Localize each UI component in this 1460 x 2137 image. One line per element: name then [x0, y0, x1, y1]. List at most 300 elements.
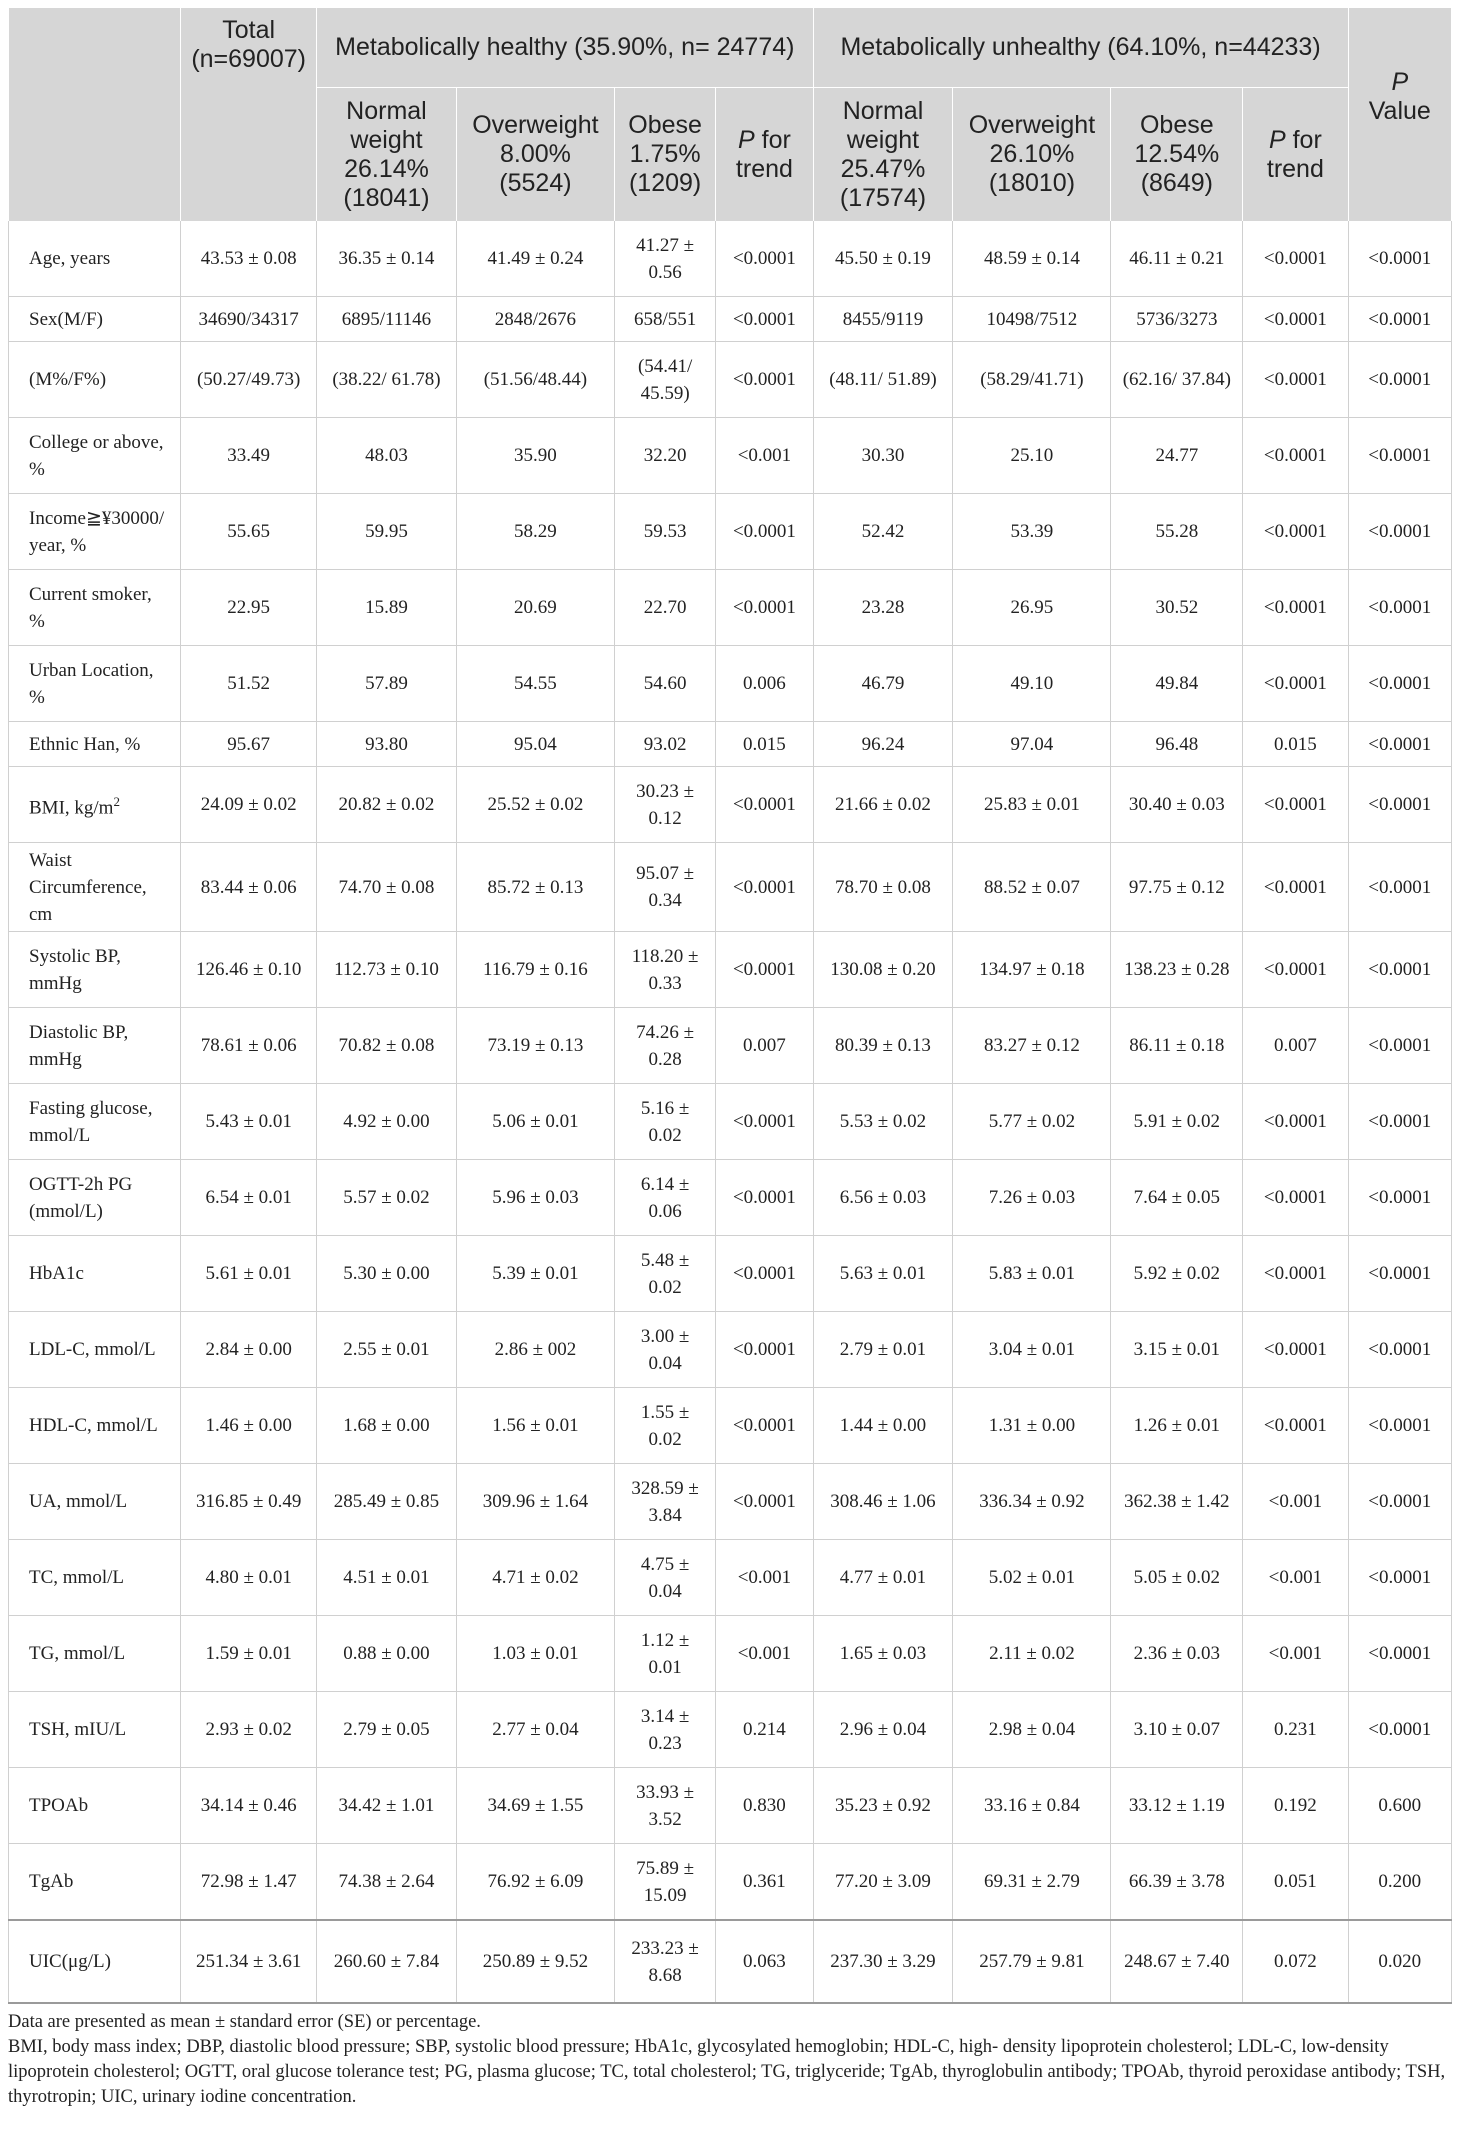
table-cell: 250.89 ± 9.52	[456, 1920, 614, 2003]
table-cell: 1.26 ± 0.01	[1111, 1388, 1243, 1464]
table-cell: <0.0001	[1348, 1008, 1451, 1084]
table-cell: (48.11/ 51.89)	[813, 342, 953, 418]
row-label-text: Income≧¥30000/ year, %	[29, 507, 165, 556]
table-cell: 54.60	[614, 646, 715, 722]
table-cell: <0.0001	[1243, 767, 1348, 843]
table-cell: 5.77 ± 0.02	[953, 1084, 1111, 1160]
table-cell: 0.051	[1243, 1844, 1348, 1921]
table-cell: <0.0001	[716, 843, 813, 932]
table-cell: <0.0001	[1243, 342, 1348, 418]
table-cell: <0.0001	[1243, 494, 1348, 570]
table-cell: 0.231	[1243, 1692, 1348, 1768]
table-cell: 116.79 ± 0.16	[456, 932, 614, 1008]
table-cell: 248.67 ± 7.40	[1111, 1920, 1243, 2003]
row-label-text: College or above, %	[29, 431, 164, 480]
row-label-text: Diastolic BP, mmHg	[29, 1021, 129, 1070]
table-cell: 1.68 ± 0.00	[317, 1388, 457, 1464]
table-container	[8, 8, 1452, 2110]
table-cell: 6.14 ± 0.06	[614, 1160, 715, 1236]
table-cell: (62.16/ 37.84)	[1111, 342, 1243, 418]
table-cell: 316.85 ± 0.49	[181, 1464, 317, 1540]
table-cell: 126.46 ± 0.10	[181, 932, 317, 1008]
table-cell: 5.91 ± 0.02	[1111, 1084, 1243, 1160]
table-cell: <0.0001	[1243, 843, 1348, 932]
table-row	[9, 932, 1452, 1008]
table-cell: 88.52 ± 0.07	[953, 843, 1111, 932]
table-cell: 134.97 ± 0.18	[953, 932, 1111, 1008]
header-mu-p-trend	[1243, 88, 1348, 222]
row-label-text: HDL-C, mmol/L	[29, 1415, 158, 1436]
p-trend-italic: P	[1268, 125, 1286, 154]
table-cell: 55.28	[1111, 494, 1243, 570]
header-p-value	[1348, 8, 1451, 221]
table-cell: 1.56 ± 0.01	[456, 1388, 614, 1464]
table-cell: 93.80	[317, 722, 457, 767]
row-label-text: TgAb	[29, 1871, 74, 1892]
row-label	[9, 722, 181, 767]
table-cell: (38.22/ 61.78)	[317, 342, 457, 418]
table-cell: 15.89	[317, 570, 457, 646]
row-label-text: Ethnic Han, %	[29, 733, 141, 755]
p-trend-rest: for trend	[1266, 125, 1324, 183]
table-cell: 95.07 ± 0.34	[614, 843, 715, 932]
table-cell: 77.20 ± 3.09	[813, 1844, 953, 1921]
table-cell: 34.14 ± 0.46	[181, 1768, 317, 1844]
row-label	[9, 646, 181, 722]
table-cell: <0.0001	[1348, 1084, 1451, 1160]
table-cell: 41.49 ± 0.24	[456, 221, 614, 297]
table-cell: 336.34 ± 0.92	[953, 1464, 1111, 1540]
table-cell: 0.015	[1243, 722, 1348, 767]
table-cell: <0.0001	[1348, 646, 1451, 722]
table-cell: <0.0001	[1243, 1312, 1348, 1388]
table-cell: 21.66 ± 0.02	[813, 767, 953, 843]
table-row	[9, 1008, 1452, 1084]
table-cell: 0.600	[1348, 1768, 1451, 1844]
table-cell: <0.0001	[1348, 722, 1451, 767]
table-cell: 1.46 ± 0.00	[181, 1388, 317, 1464]
row-label	[9, 1920, 181, 2003]
row-label-text: Waist Circumference, cm	[29, 849, 147, 925]
row-label-text: UIC(μg/L)	[29, 1951, 111, 1972]
table-cell: 24.77	[1111, 418, 1243, 494]
table-cell: 0.361	[716, 1844, 813, 1921]
row-label	[9, 1160, 181, 1236]
row-label	[9, 1464, 181, 1540]
table-cell: <0.0001	[1243, 1160, 1348, 1236]
table-row	[9, 1616, 1452, 1692]
table-cell: 22.70	[614, 570, 715, 646]
table-cell: 328.59 ± 3.84	[614, 1464, 715, 1540]
table-cell: 3.10 ± 0.07	[1111, 1692, 1243, 1768]
row-label	[9, 342, 181, 418]
table-cell: <0.0001	[716, 570, 813, 646]
row-label-text: TPOAb	[29, 1795, 89, 1816]
table-cell: 59.95	[317, 494, 457, 570]
table-row	[9, 570, 1452, 646]
table-cell: <0.0001	[1348, 570, 1451, 646]
table-row	[9, 418, 1452, 494]
table-cell: 0.020	[1348, 1920, 1451, 2003]
p-trend-rest: for trend	[735, 125, 793, 183]
row-label-text: UA, mmol/L	[29, 1491, 128, 1512]
table-cell: 658/551	[614, 297, 715, 342]
table-cell: 78.70 ± 0.08	[813, 843, 953, 932]
header-mh-normal: Normal weight 26.14% (18041)	[317, 88, 457, 222]
table-cell: <0.0001	[1348, 1616, 1451, 1692]
table-row	[9, 1160, 1452, 1236]
table-cell: <0.0001	[1348, 221, 1451, 297]
table-cell: 4.51 ± 0.01	[317, 1540, 457, 1616]
table-cell: 8455/9119	[813, 297, 953, 342]
row-label	[9, 1844, 181, 1921]
table-cell: 2.98 ± 0.04	[953, 1692, 1111, 1768]
table-cell: 251.34 ± 3.61	[181, 1920, 317, 2003]
table-cell: 7.26 ± 0.03	[953, 1160, 1111, 1236]
table-cell: 33.93 ± 3.52	[614, 1768, 715, 1844]
table-cell: 2.77 ± 0.04	[456, 1692, 614, 1768]
header-mu-overweight: Overweight 26.10% (18010)	[953, 88, 1111, 222]
table-cell: 2.36 ± 0.03	[1111, 1616, 1243, 1692]
table-cell: 41.27 ± 0.56	[614, 221, 715, 297]
table-cell: 30.40 ± 0.03	[1111, 767, 1243, 843]
table-cell: 2.86 ± 002	[456, 1312, 614, 1388]
table-cell: 20.82 ± 0.02	[317, 767, 457, 843]
table-cell: <0.0001	[716, 1312, 813, 1388]
table-cell: 97.04	[953, 722, 1111, 767]
table-cell: 25.10	[953, 418, 1111, 494]
table-cell: <0.0001	[716, 342, 813, 418]
table-cell: 5.57 ± 0.02	[317, 1160, 457, 1236]
table-body	[9, 221, 1452, 2003]
table-cell: 2.79 ± 0.05	[317, 1692, 457, 1768]
table-cell: 3.00 ± 0.04	[614, 1312, 715, 1388]
table-cell: 0.007	[716, 1008, 813, 1084]
table-cell: 25.83 ± 0.01	[953, 767, 1111, 843]
table-cell: 35.90	[456, 418, 614, 494]
table-row	[9, 1768, 1452, 1844]
table-cell: <0.0001	[716, 494, 813, 570]
table-cell: 49.84	[1111, 646, 1243, 722]
table-cell: 10498/7512	[953, 297, 1111, 342]
table-cell: <0.0001	[1348, 932, 1451, 1008]
table-cell: <0.0001	[716, 221, 813, 297]
table-cell: 2.55 ± 0.01	[317, 1312, 457, 1388]
table-cell: 97.75 ± 0.12	[1111, 843, 1243, 932]
table-cell: (54.41/ 45.59)	[614, 342, 715, 418]
table-cell: <0.0001	[1243, 646, 1348, 722]
table-row	[9, 221, 1452, 297]
table-cell: 30.30	[813, 418, 953, 494]
row-label-text: TG, mmol/L	[29, 1643, 126, 1664]
row-label	[9, 1008, 181, 1084]
table-cell: 95.67	[181, 722, 317, 767]
table-cell: <0.0001	[1348, 1540, 1451, 1616]
table-row	[9, 297, 1452, 342]
table-cell: 36.35 ± 0.14	[317, 221, 457, 297]
table-cell: 2.84 ± 0.00	[181, 1312, 317, 1388]
table-cell: <0.0001	[1348, 1464, 1451, 1540]
table-cell: 4.92 ± 0.00	[317, 1084, 457, 1160]
table-cell: 48.59 ± 0.14	[953, 221, 1111, 297]
table-cell: 74.70 ± 0.08	[317, 843, 457, 932]
table-cell: 59.53	[614, 494, 715, 570]
table-cell: 0.88 ± 0.00	[317, 1616, 457, 1692]
table-cell: 3.04 ± 0.01	[953, 1312, 1111, 1388]
table-cell: 5.02 ± 0.01	[953, 1540, 1111, 1616]
table-cell: 0.192	[1243, 1768, 1348, 1844]
table-cell: <0.0001	[1348, 1388, 1451, 1464]
table-cell: 73.19 ± 0.13	[456, 1008, 614, 1084]
table-cell: 51.52	[181, 646, 317, 722]
table-cell: 26.95	[953, 570, 1111, 646]
table-cell: 3.14 ± 0.23	[614, 1692, 715, 1768]
table-row	[9, 1084, 1452, 1160]
table-cell: (51.56/48.44)	[456, 342, 614, 418]
table-cell: 1.31 ± 0.00	[953, 1388, 1111, 1464]
table-cell: 43.53 ± 0.08	[181, 221, 317, 297]
table-cell: <0.0001	[1348, 1160, 1451, 1236]
table-cell: <0.0001	[1243, 297, 1348, 342]
table-cell: 46.79	[813, 646, 953, 722]
table-cell: <0.0001	[1348, 494, 1451, 570]
table-cell: 237.30 ± 3.29	[813, 1920, 953, 2003]
table-cell: <0.0001	[1348, 297, 1451, 342]
table-cell: <0.0001	[716, 1388, 813, 1464]
table-cell: 75.89 ± 15.09	[614, 1844, 715, 1921]
header-metabolically-healthy: Metabolically healthy (35.90%, n= 24774)	[317, 8, 814, 88]
row-label-text: TC, mmol/L	[29, 1567, 124, 1588]
table-cell: <0.0001	[1243, 1236, 1348, 1312]
table-cell: <0.0001	[1348, 342, 1451, 418]
table-cell: 112.73 ± 0.10	[317, 932, 457, 1008]
table-cell: 308.46 ± 1.06	[813, 1464, 953, 1540]
table-cell: 5.96 ± 0.03	[456, 1160, 614, 1236]
row-label-text: Sex(M/F)	[29, 308, 103, 330]
row-label-text: Current smoker, %	[29, 583, 152, 632]
table-cell: 5736/3273	[1111, 297, 1243, 342]
table-cell: 53.39	[953, 494, 1111, 570]
table-cell: 86.11 ± 0.18	[1111, 1008, 1243, 1084]
table-cell: <0.0001	[1348, 1312, 1451, 1388]
table-cell: 45.50 ± 0.19	[813, 221, 953, 297]
table-row	[9, 1464, 1452, 1540]
header-total: Total (n=69007)	[181, 8, 317, 221]
table-row	[9, 1692, 1452, 1768]
table-cell: 4.80 ± 0.01	[181, 1540, 317, 1616]
row-label-text: BMI, kg/m	[29, 797, 114, 819]
table-cell: <0.0001	[716, 297, 813, 342]
table-cell: 24.09 ± 0.02	[181, 767, 317, 843]
table-cell: 95.04	[456, 722, 614, 767]
table-cell: 5.30 ± 0.00	[317, 1236, 457, 1312]
table-cell: 58.29	[456, 494, 614, 570]
table-cell: 5.92 ± 0.02	[1111, 1236, 1243, 1312]
table-cell: 34690/34317	[181, 297, 317, 342]
table-cell: 0.063	[716, 1920, 813, 2003]
row-label	[9, 494, 181, 570]
table-cell: 233.23 ± 8.68	[614, 1920, 715, 2003]
table-row	[9, 1312, 1452, 1388]
table-row	[9, 722, 1452, 767]
table-cell: 0.072	[1243, 1920, 1348, 2003]
table-cell: 96.48	[1111, 722, 1243, 767]
table-cell: 35.23 ± 0.92	[813, 1768, 953, 1844]
table-cell: <0.0001	[716, 932, 813, 1008]
table-cell: 2.96 ± 0.04	[813, 1692, 953, 1768]
header-mu-normal: Normal weight 25.47% (17574)	[813, 88, 953, 222]
table-cell: 4.77 ± 0.01	[813, 1540, 953, 1616]
row-label	[9, 418, 181, 494]
row-label	[9, 1692, 181, 1768]
table-cell: 7.64 ± 0.05	[1111, 1160, 1243, 1236]
table-cell: 0.006	[716, 646, 813, 722]
row-label-text: Age, years	[29, 248, 111, 269]
table-header	[9, 8, 1452, 221]
table-cell: (50.27/49.73)	[181, 342, 317, 418]
row-label-text: Systolic BP, mmHg	[29, 945, 121, 994]
table-row	[9, 342, 1452, 418]
table-cell: 57.89	[317, 646, 457, 722]
table-cell: 30.23 ± 0.12	[614, 767, 715, 843]
row-label-text: HbA1c	[29, 1263, 84, 1284]
table-cell: 33.12 ± 1.19	[1111, 1768, 1243, 1844]
table-cell: 0.830	[716, 1768, 813, 1844]
row-label-text: Fasting glucose, mmol/L	[29, 1097, 153, 1146]
table-cell: 1.44 ± 0.00	[813, 1388, 953, 1464]
table-cell: 32.20	[614, 418, 715, 494]
table-cell: 72.98 ± 1.47	[181, 1844, 317, 1921]
table-cell: <0.0001	[1348, 1692, 1451, 1768]
table-row	[9, 1236, 1452, 1312]
table-cell: 6895/11146	[317, 297, 457, 342]
table-cell: 49.10	[953, 646, 1111, 722]
row-label-text: Urban Location, %	[29, 659, 154, 708]
table-row	[9, 1844, 1452, 1921]
table-row	[9, 494, 1452, 570]
row-label	[9, 1768, 181, 1844]
table-cell: <0.001	[716, 1540, 813, 1616]
table-cell: 2.11 ± 0.02	[953, 1616, 1111, 1692]
p-value-italic: P	[1391, 68, 1409, 96]
table-cell: 23.28	[813, 570, 953, 646]
table-cell: <0.001	[716, 1616, 813, 1692]
row-label	[9, 932, 181, 1008]
table-cell: 22.95	[181, 570, 317, 646]
table-cell: 30.52	[1111, 570, 1243, 646]
table-cell: 76.92 ± 6.09	[456, 1844, 614, 1921]
table-cell: <0.001	[1243, 1616, 1348, 1692]
table-cell: 1.12 ± 0.01	[614, 1616, 715, 1692]
table-row	[9, 1920, 1452, 2003]
table-cell: <0.0001	[1348, 1236, 1451, 1312]
header-mh-p-trend	[716, 88, 813, 222]
row-label	[9, 1312, 181, 1388]
table-cell: <0.0001	[1243, 1084, 1348, 1160]
table-cell: 4.71 ± 0.02	[456, 1540, 614, 1616]
table-cell: 138.23 ± 0.28	[1111, 932, 1243, 1008]
characteristics-table	[8, 8, 1452, 2004]
p-value-rest: Value	[1368, 97, 1431, 125]
row-label-superscript: 2	[113, 793, 120, 809]
table-cell: <0.001	[1243, 1464, 1348, 1540]
table-cell: 52.42	[813, 494, 953, 570]
table-cell: 96.24	[813, 722, 953, 767]
table-cell: 80.39 ± 0.13	[813, 1008, 953, 1084]
header-mh-obese: Obese 1.75% (1209)	[614, 88, 715, 222]
row-label	[9, 1616, 181, 1692]
table-cell: <0.0001	[1243, 570, 1348, 646]
table-cell: 93.02	[614, 722, 715, 767]
table-cell: 5.43 ± 0.01	[181, 1084, 317, 1160]
table-cell: 54.55	[456, 646, 614, 722]
table-cell: 34.42 ± 1.01	[317, 1768, 457, 1844]
table-cell: 6.54 ± 0.01	[181, 1160, 317, 1236]
table-cell: 74.26 ± 0.28	[614, 1008, 715, 1084]
table-cell: 74.38 ± 2.64	[317, 1844, 457, 1921]
row-label-text: LDL-C, mmol/L	[29, 1339, 156, 1360]
table-cell: 6.56 ± 0.03	[813, 1160, 953, 1236]
table-cell: 5.16 ± 0.02	[614, 1084, 715, 1160]
table-cell: 285.49 ± 0.85	[317, 1464, 457, 1540]
table-cell: 130.08 ± 0.20	[813, 932, 953, 1008]
table-row	[9, 843, 1452, 932]
table-cell: <0.0001	[1243, 932, 1348, 1008]
table-cell: 4.75 ± 0.04	[614, 1540, 715, 1616]
table-cell: <0.0001	[1243, 418, 1348, 494]
table-cell: 1.03 ± 0.01	[456, 1616, 614, 1692]
table-cell: 83.44 ± 0.06	[181, 843, 317, 932]
table-cell: 5.63 ± 0.01	[813, 1236, 953, 1312]
table-cell: 33.16 ± 0.84	[953, 1768, 1111, 1844]
table-cell: 66.39 ± 3.78	[1111, 1844, 1243, 1921]
table-cell: 3.15 ± 0.01	[1111, 1312, 1243, 1388]
row-label-text: OGTT-2h PG (mmol/L)	[29, 1173, 133, 1222]
table-cell: 78.61 ± 0.06	[181, 1008, 317, 1084]
row-label	[9, 1540, 181, 1616]
table-cell: 69.31 ± 2.79	[953, 1844, 1111, 1921]
table-cell: 362.38 ± 1.42	[1111, 1464, 1243, 1540]
table-cell: <0.0001	[716, 1464, 813, 1540]
table-cell: <0.0001	[1243, 1388, 1348, 1464]
footnote-data-presentation: Data are presented as mean ± standard error (SE) or percentage.	[8, 2012, 481, 2032]
row-label	[9, 1388, 181, 1464]
table-cell: 0.200	[1348, 1844, 1451, 1921]
header-mh-overweight: Overweight 8.00% (5524)	[456, 88, 614, 222]
table-row	[9, 767, 1452, 843]
table-row	[9, 1540, 1452, 1616]
table-cell: 118.20 ± 0.33	[614, 932, 715, 1008]
table-cell: 5.83 ± 0.01	[953, 1236, 1111, 1312]
table-cell: 70.82 ± 0.08	[317, 1008, 457, 1084]
table-cell: <0.0001	[716, 1160, 813, 1236]
table-cell: 2848/2676	[456, 297, 614, 342]
table-cell: <0.0001	[1348, 767, 1451, 843]
row-label	[9, 570, 181, 646]
table-cell: 2.79 ± 0.01	[813, 1312, 953, 1388]
table-cell: 46.11 ± 0.21	[1111, 221, 1243, 297]
table-cell: <0.001	[716, 418, 813, 494]
header-mu-obese: Obese 12.54% (8649)	[1111, 88, 1243, 222]
table-row	[9, 646, 1452, 722]
table-cell: <0.0001	[1243, 221, 1348, 297]
table-cell: 5.53 ± 0.02	[813, 1084, 953, 1160]
table-cell: <0.0001	[716, 767, 813, 843]
table-cell: 309.96 ± 1.64	[456, 1464, 614, 1540]
header-metabolically-unhealthy: Metabolically unhealthy (64.10%, n=44233)	[813, 8, 1348, 88]
table-cell: 5.39 ± 0.01	[456, 1236, 614, 1312]
table-cell: 83.27 ± 0.12	[953, 1008, 1111, 1084]
